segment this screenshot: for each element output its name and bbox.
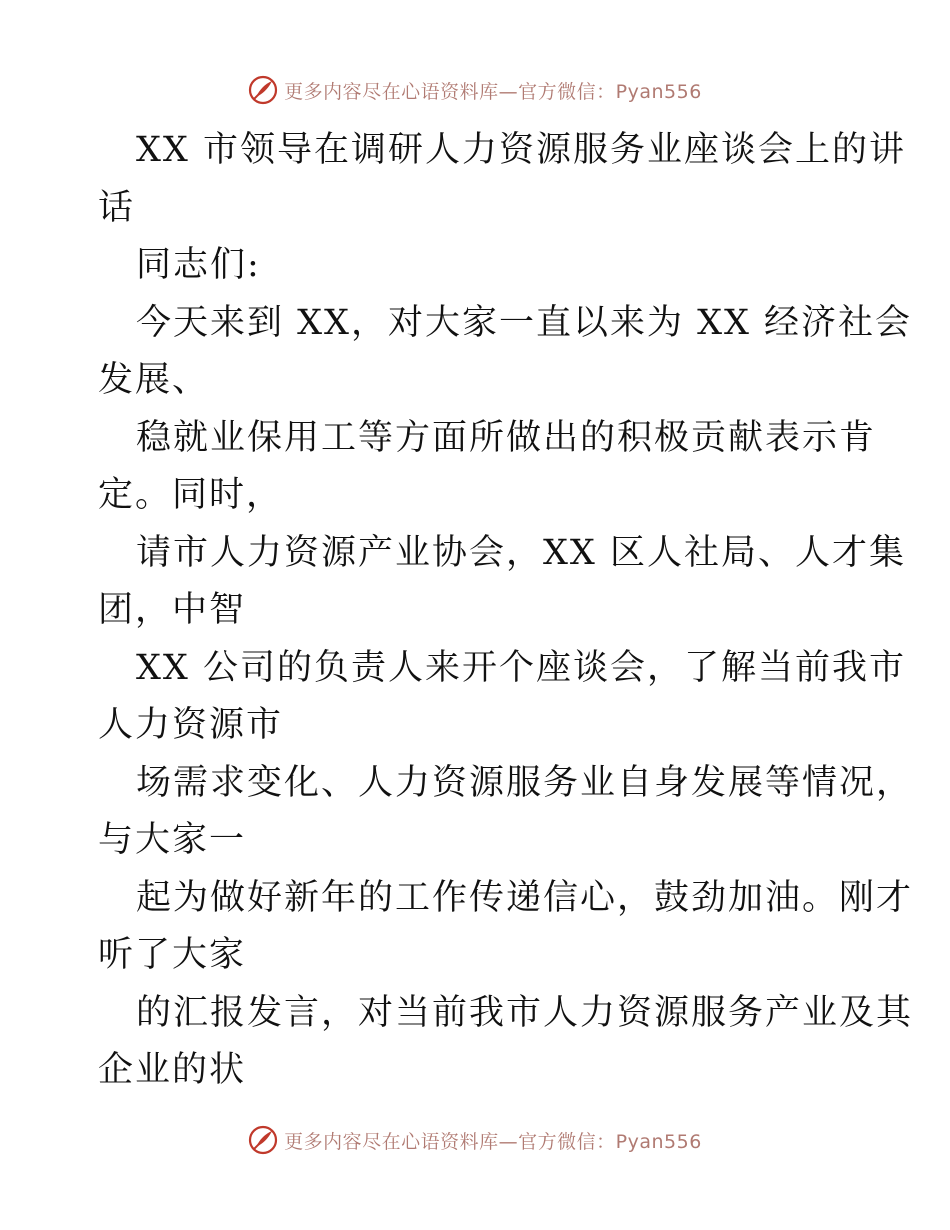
footer-banner (0, 1120, 950, 1160)
document-body (98, 122, 914, 1100)
paragraph-line: 场需求变化、人力资源服务业自身发展等情况， (136, 762, 914, 803)
quill-logo-icon (248, 75, 278, 105)
header-banner-text: 更多内容尽在心语资料库—官方微信：Pyan556 (284, 80, 702, 103)
paragraph-line: 稳就业保用工等方面所做出的积极贡献表示肯 (136, 417, 877, 458)
paragraph-line: 人力资源市 (98, 705, 284, 745)
paragraph-line: 发展、 (98, 360, 210, 400)
footer-banner-text: 更多内容尽在心语资料库—官方微信：Pyan556 (284, 1130, 702, 1153)
paragraph-line: 与大家一 (98, 820, 247, 860)
quill-logo-icon (248, 1125, 278, 1155)
paragraph-line: 起为做好新年的工作传递信心，鼓劲加油。刚才 (136, 877, 914, 918)
paragraph-line: 请市人力资源产业协会，XX 区人社局、人才集 (136, 532, 906, 573)
paragraph-line: 听了大家 (98, 935, 247, 975)
salutation: 同志们: (136, 245, 261, 285)
paragraph-line: XX 公司的负责人来开个座谈会，了解当前我市 (136, 647, 906, 688)
title-line-1: XX 市领导在调研人力资源服务业座谈会上的讲 (136, 130, 906, 170)
paragraph-line: 今天来到 XX，对大家一直以来为 XX 经济社会 (136, 302, 913, 343)
title-line-2: 话 (98, 187, 136, 228)
paragraph-line: 定。同时， (98, 475, 284, 515)
paragraph-line: 企业的状 (98, 1050, 247, 1090)
header-banner (0, 70, 950, 110)
paragraph-line: 的汇报发言，对当前我市人力资源服务产业及其 (136, 992, 914, 1033)
paragraph-line: 团，中智 (98, 590, 247, 630)
